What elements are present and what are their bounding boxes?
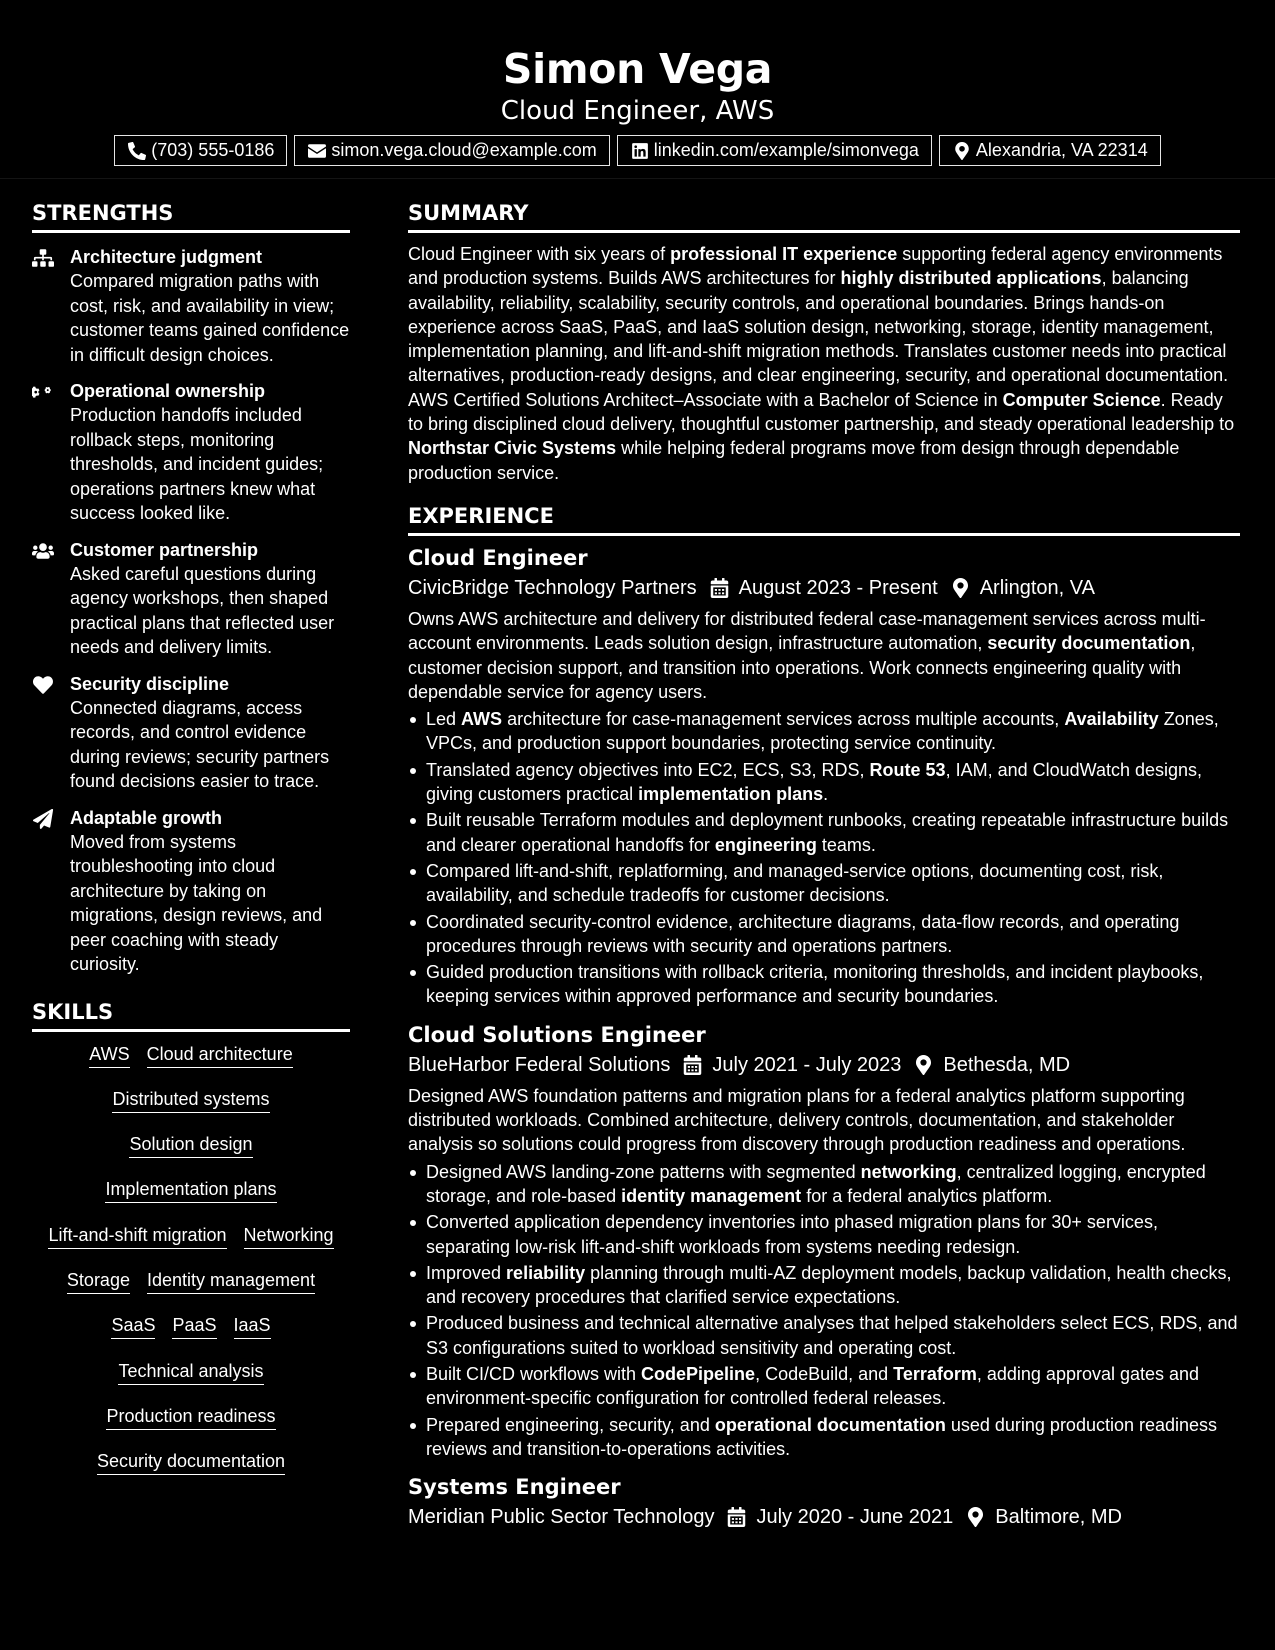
- map-pin-icon: [966, 1507, 985, 1527]
- skill-row: [32, 1078, 350, 1123]
- skill-tag: Security documentation: [97, 1449, 285, 1475]
- skill-tag: Networking: [244, 1223, 334, 1249]
- emphasis-text: engineering: [714, 834, 817, 855]
- job-bullet: Coordinated security-control evidence, architecture diagrams, data-flow records, and operating procedures through reviews with security and operations partners.: [408, 910, 1240, 959]
- job-meta: [408, 1502, 1240, 1532]
- skill-row: [32, 1168, 350, 1213]
- emphasis-text: Route 53: [869, 759, 946, 780]
- job-bullet: Converted application dependency inventories into phased migration plans for 30+ services, separating low-risk lift-and-shift workloads from systems needing redesign.: [408, 1210, 1240, 1259]
- job-description: Designed AWS foundation patterns and migration plans for a federal analytics platform supporting distributed workloads. Combined architecture, delivery controls, documentation, and stakeholder analysis so solutions could progress from discovery through production readiness and operations.: [408, 1085, 1186, 1155]
- job-entry: [408, 1021, 1240, 1461]
- job-bullet: Led AWS architecture for case-management services across multiple accounts, Availability Zones, VPCs, and production support boundaries, protecting service continuity.: [408, 707, 1240, 756]
- job-description: Owns AWS architecture and delivery for distributed federal case-management services across multi-account environments. Leads solution design, infrastructure automation, security documentation, customer decision support, and transition into operations. Work connects engineering quality with dependable service for agency users.: [408, 608, 1206, 702]
- contact-email-text: simon.vega.cloud@example.com: [331, 140, 597, 160]
- job-company: BlueHarbor Federal Solutions: [408, 1053, 671, 1076]
- job-entry: [408, 1473, 1240, 1532]
- emphasis-text: identity management: [621, 1185, 802, 1206]
- skill-row: [32, 1304, 350, 1349]
- heart-icon: [32, 675, 54, 695]
- emphasis-text: implementation plans: [638, 784, 824, 805]
- job-bullet: Prepared engineering, security, and operational documentation used during production readiness reviews and transition-to-operations activities.: [408, 1413, 1240, 1462]
- strength-item: [32, 379, 350, 526]
- skill-tag: IaaS: [234, 1313, 271, 1339]
- contact-linkedin[interactable]: [617, 135, 932, 166]
- job-company: Meridian Public Sector Technology: [408, 1506, 715, 1529]
- skills-list: [32, 1033, 350, 1486]
- contact-phone[interactable]: [114, 135, 287, 166]
- skill-row: [32, 1440, 350, 1485]
- strength-desc: Production handoffs included rollback steps, monitoring thresholds, and incident guides; operations partners knew what success looked like.: [70, 405, 324, 523]
- job-title: Systems Engineer: [408, 1475, 621, 1500]
- skill-tag: Distributed systems: [112, 1087, 269, 1113]
- skill-row: [32, 1350, 350, 1395]
- phone-icon: [128, 142, 146, 160]
- experience-heading: EXPERIENCE: [408, 499, 1240, 536]
- sitemap-icon: [32, 248, 54, 268]
- paper-plane-icon: [32, 809, 54, 829]
- job-title: Cloud Solutions Engineer: [408, 1022, 706, 1047]
- calendar-icon: [710, 578, 729, 598]
- job-location: Baltimore, MD: [995, 1506, 1122, 1529]
- skill-tag: Identity management: [147, 1268, 315, 1294]
- strength-desc: Connected diagrams, access records, and control evidence during reviews; security partners found decisions easier to trace.: [70, 697, 330, 791]
- strength-title: Architecture judgment: [70, 247, 263, 267]
- skill-row: [32, 1259, 350, 1304]
- emphasis-text: Availability: [1064, 709, 1159, 730]
- emphasis-text: reliability: [506, 1262, 586, 1283]
- skill-tag: Cloud architecture: [147, 1042, 293, 1068]
- candidate-name: Simon Vega: [502, 45, 773, 93]
- job-meta: [408, 1050, 1240, 1080]
- emphasis-text: Northstar Civic Systems: [408, 438, 617, 459]
- job-bullet: Built CI/CD workflows with CodePipeline, CodeBuild, and Terraform, adding approval gates and environment-specific configuration for controlled federal releases.: [408, 1362, 1240, 1411]
- emphasis-text: professional IT experience: [670, 244, 898, 264]
- right-column: [408, 196, 1240, 1532]
- users-icon: [32, 541, 54, 561]
- skill-tag: Implementation plans: [105, 1177, 276, 1203]
- strength-item: [32, 672, 350, 794]
- job-bullet: Designed AWS landing-zone patterns with segmented networking, centralized logging, encrypted storage, and role-based identity management for a federal analytics platform.: [408, 1160, 1240, 1209]
- strength-desc: Asked careful questions during agency workshops, then shaped practical plans that reflected user needs and delivery limits.: [70, 563, 335, 657]
- job-bullet: Translated agency objectives into EC2, ECS, S3, RDS, Route 53, IAM, and CloudWatch designs, giving customers practical implementation plans.: [408, 758, 1240, 807]
- job-meta: [408, 573, 1240, 603]
- skill-row: [32, 1123, 350, 1168]
- strength-item: [32, 245, 350, 367]
- strength-desc: Compared migration paths with cost, risk, and availability in view; customer teams gained confidence in difficult design choices.: [70, 271, 350, 365]
- job-company: CivicBridge Technology Partners: [408, 576, 697, 599]
- job-title: Cloud Engineer: [408, 545, 588, 570]
- skill-tag: PaaS: [172, 1313, 216, 1339]
- gears-icon: [32, 382, 54, 402]
- strength-title: Customer partnership: [70, 539, 259, 560]
- map-pin-icon: [914, 1055, 933, 1075]
- summary-heading: SUMMARY: [408, 196, 1240, 233]
- strengths-heading: STRENGTHS: [32, 196, 350, 233]
- job-dates: July 2021 - July 2023: [712, 1053, 902, 1076]
- skill-tag: Storage: [67, 1268, 130, 1294]
- contact-linkedin-text: linkedin.com/example/simonvega: [653, 140, 919, 160]
- job-bullet: Produced business and technical alternative analyses that helped stakeholders select ECS, RDS, and S3 configurations suited to workload sensitivity and operating cost.: [408, 1311, 1240, 1360]
- skills-section: [32, 995, 350, 1486]
- calendar-icon: [727, 1507, 746, 1527]
- summary-text: Cloud Engineer with six years of professional IT experience supporting federal agency environments and production systems. Builds AWS architectures for highly distributed applications, balancing availability, reliability, scalability, security controls, and operational boundaries. Brings hands-on experience across SaaS, PaaS, and IaaS solution design, networking, storage, identity management, implementation planning, and lift-and-shift migration methods. Translates customer needs into practical alternatives, production-ready designs, and clear engineering, security, and operational documentation. AWS Certified Solutions Architect–Associate with a Bachelor of Science in Computer Science. Ready to bring disciplined cloud delivery, thoughtful customer partnership, and steady operational leadership to Northstar Civic Systems while helping federal programs move from design through dependable production service.: [408, 244, 1235, 483]
- skills-heading: SKILLS: [32, 995, 350, 1032]
- emphasis-text: operational documentation: [714, 1414, 946, 1435]
- job-bullet: Compared lift-and-shift, replatforming, and managed-service options, documenting cost, risk, availability, and schedule tradeoffs for customer decisions.: [408, 859, 1240, 908]
- skill-tag: SaaS: [111, 1313, 155, 1339]
- emphasis-text: security documentation: [987, 633, 1191, 654]
- job-bullet: Improved reliability planning through multi-AZ deployment models, backup validation, health checks, and recovery procedures that clarified service expectations.: [408, 1261, 1240, 1310]
- strength-title: Adaptable growth: [70, 807, 222, 828]
- job-bullets: [408, 1160, 1240, 1462]
- contact-phone-text: (703) 555-0186: [151, 140, 275, 160]
- emphasis-text: networking: [860, 1161, 957, 1182]
- skill-tag: AWS: [89, 1042, 129, 1068]
- emphasis-text: highly distributed applications: [840, 268, 1102, 289]
- skill-row: [32, 1033, 350, 1078]
- skill-tag: Production readiness: [106, 1404, 275, 1430]
- strength-title: Security discipline: [70, 673, 230, 694]
- job-dates: July 2020 - June 2021: [756, 1506, 954, 1529]
- contact-location[interactable]: [939, 135, 1161, 166]
- contact-bar: [0, 135, 1275, 166]
- job-bullets: [408, 707, 1240, 1009]
- job-location: Bethesda, MD: [943, 1053, 1071, 1076]
- envelope-icon: [308, 142, 326, 160]
- contact-location-text: Alexandria, VA 22314: [975, 140, 1148, 160]
- strength-item: [32, 538, 350, 660]
- emphasis-text: AWS: [461, 709, 503, 730]
- linkedin-icon: [631, 142, 649, 160]
- strength-item: [32, 806, 350, 977]
- strengths-list: [32, 245, 350, 977]
- job-location: Arlington, VA: [979, 576, 1095, 599]
- emphasis-text: CodePipeline: [641, 1363, 756, 1384]
- map-pin-icon: [953, 142, 971, 160]
- skill-row: [32, 1214, 350, 1259]
- job-entry: [408, 544, 1240, 1009]
- contact-email[interactable]: [294, 135, 609, 166]
- emphasis-text: Computer Science: [1002, 389, 1161, 410]
- strength-desc: Moved from systems troubleshooting into cloud architecture by taking on migrations, design reviews, and peer coaching with steady curiosity.: [70, 831, 323, 974]
- skill-tag: Technical analysis: [118, 1359, 263, 1385]
- resume-header: [0, 0, 1275, 179]
- skill-tag: Lift-and-shift migration: [48, 1223, 226, 1249]
- strength-title: Operational ownership: [70, 381, 266, 401]
- skill-tag: Solution design: [129, 1132, 252, 1158]
- emphasis-text: Terraform: [893, 1363, 977, 1384]
- calendar-icon: [683, 1055, 702, 1075]
- candidate-title: Cloud Engineer, AWS: [500, 96, 775, 126]
- skill-row: [32, 1395, 350, 1440]
- job-bullet: Built reusable Terraform modules and deployment runbooks, creating repeatable infrastructure builds and clearer operational handoffs for engineering teams.: [408, 808, 1240, 857]
- job-bullet: Guided production transitions with rollback criteria, monitoring thresholds, and incident playbooks, keeping services within approved performance and security boundaries.: [408, 960, 1240, 1009]
- left-column: [32, 196, 350, 1485]
- map-pin-icon: [951, 578, 970, 598]
- job-dates: August 2023 - Present: [738, 576, 938, 599]
